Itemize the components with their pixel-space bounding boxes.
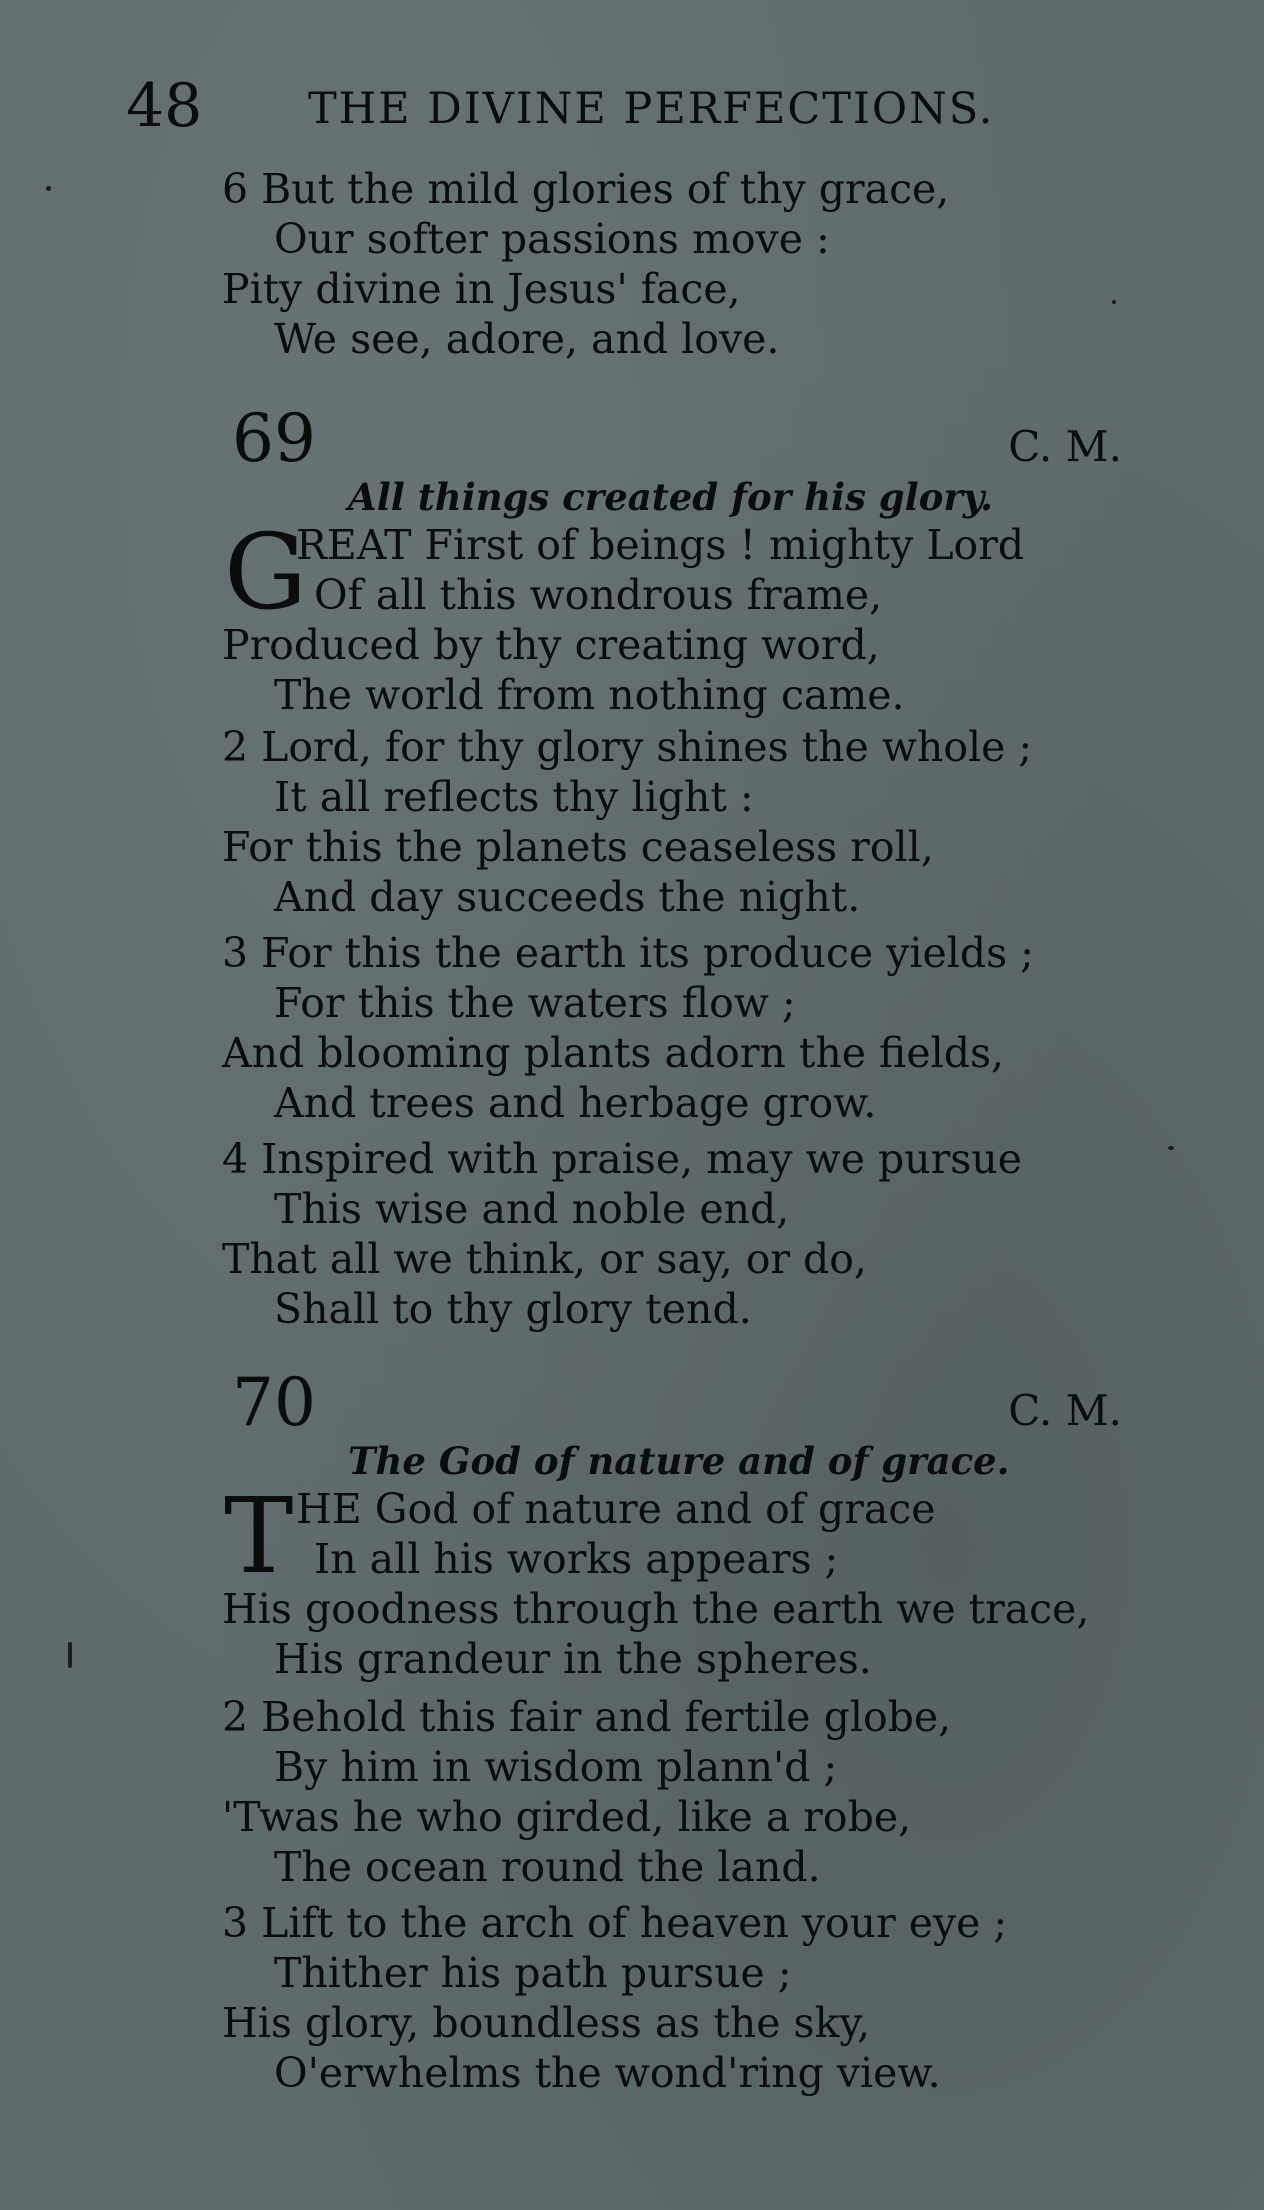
hymn-subtitle: The God of nature and of grace. xyxy=(348,1439,1010,1483)
hymn-number: 69 xyxy=(232,400,316,477)
stanza xyxy=(222,1898,1007,2098)
stanza xyxy=(222,1692,951,1892)
verse-line: Produced by thy creating word, xyxy=(222,621,880,669)
verse-line: The world from nothing came. xyxy=(274,671,905,719)
hymn-number: 70 xyxy=(232,1364,316,1441)
verse-line: In all his works appears ; xyxy=(314,1535,839,1583)
verse-line: It all reflects thy light : xyxy=(274,773,754,821)
first-stanza xyxy=(222,511,1025,720)
stanza xyxy=(222,1134,1022,1334)
print-speck xyxy=(46,186,51,191)
verse-line: And trees and herbage grow. xyxy=(274,1079,877,1127)
verse-line: Thither his path pursue ; xyxy=(274,1949,792,1997)
hymn-meter: C. M. xyxy=(1008,1386,1122,1435)
verse-line: O'erwhelms the wond'ring view. xyxy=(274,2049,941,2097)
verse-line: 6 But the mild glories of thy grace, xyxy=(222,165,950,213)
page-number: 48 xyxy=(126,71,203,141)
verse-line: 'Twas he who girded, like a robe, xyxy=(222,1793,912,1841)
first-stanza xyxy=(222,1475,1090,1684)
verse-line: The ocean round the land. xyxy=(274,1843,821,1891)
verse-line: By him in wisdom plann'd ; xyxy=(274,1743,838,1791)
verse-line: 3 For this the earth its produce yields ; xyxy=(222,929,1034,977)
print-speck xyxy=(68,1642,72,1668)
running-head xyxy=(120,71,1120,141)
hymn-heading xyxy=(222,1364,1122,1484)
verse-line: 2 Behold this fair and fertile globe, xyxy=(222,1693,952,1741)
verse-line: And day succeeds the night. xyxy=(274,873,861,921)
stanza xyxy=(222,928,1034,1128)
verse-line: Shall to thy glory tend. xyxy=(274,1285,752,1333)
verse-line: 3 Lift to the arch of heaven your eye ; xyxy=(222,1899,1008,1947)
verse-line: Our softer passions move : xyxy=(274,215,830,263)
verse-line: Pity divine in Jesus' face, xyxy=(222,265,741,313)
verse-line: His grandeur in the spheres. xyxy=(274,1635,872,1683)
verse-line: Of all this wondrous frame, xyxy=(314,571,883,619)
verse-line: REAT First of beings ! mighty Lord xyxy=(296,521,1025,569)
verse-line: We see, adore, and love. xyxy=(274,315,780,363)
hymn-subtitle: All things created for his glory. xyxy=(348,475,994,519)
hymn-heading xyxy=(222,400,1122,520)
hymn-meter: C. M. xyxy=(1008,422,1122,471)
stanza xyxy=(222,722,1032,922)
verse-line: 2 Lord, for thy glory shines the whole ; xyxy=(222,723,1033,771)
verse-line: 4 Inspired with praise, may we pursue xyxy=(222,1135,1023,1183)
drop-cap: G xyxy=(224,511,308,633)
print-speck xyxy=(1112,300,1116,304)
verse-line: His goodness through the earth we trace, xyxy=(222,1585,1090,1633)
verse-line: This wise and noble end, xyxy=(274,1185,790,1233)
verse-line: For this the waters flow ; xyxy=(274,979,796,1027)
drop-cap: T xyxy=(224,1475,294,1597)
verse-line: For this the planets ceaseless roll, xyxy=(222,823,934,871)
page-title: THE DIVINE PERFECTIONS. xyxy=(308,84,995,134)
verse-line: And blooming plants adorn the fields, xyxy=(222,1029,1005,1077)
continued-stanza xyxy=(222,164,949,364)
print-speck xyxy=(1168,1146,1174,1150)
verse-line: That all we think, or say, or do, xyxy=(222,1235,867,1283)
verse-line: HE God of nature and of grace xyxy=(296,1485,936,1533)
verse-line: His glory, boundless as the sky, xyxy=(222,1999,871,2047)
